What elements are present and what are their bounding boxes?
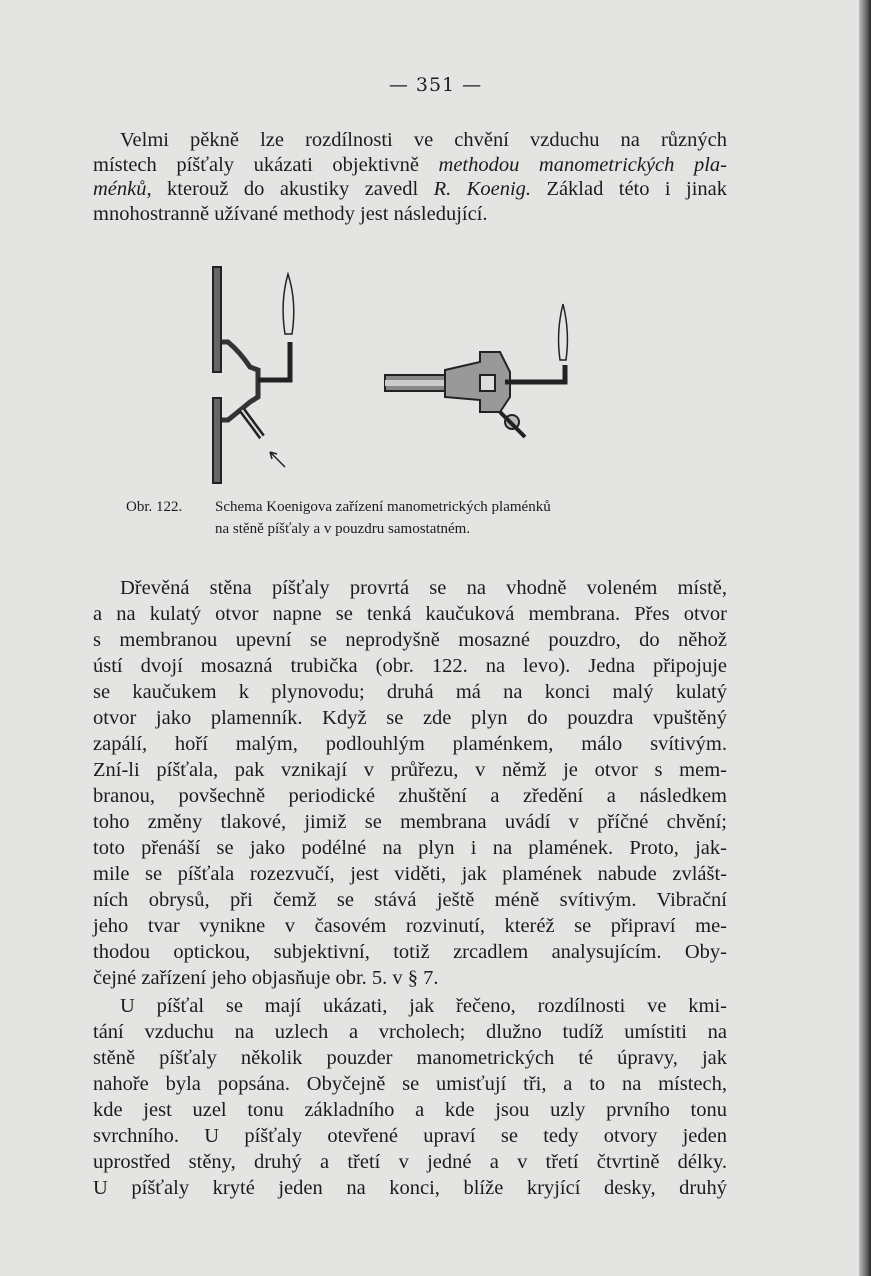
text-line bbox=[93, 706, 727, 730]
figure-caption-line: Schema Koenigova zařízení manometrických plaménků bbox=[215, 499, 551, 515]
text-segment: otvor jako plamenník. Když se zde plyn do pouzdra vpuštěný bbox=[93, 707, 727, 729]
text-segment: kde jest uzel tonu základního a kde jsou uzly prvního tonu bbox=[93, 1099, 727, 1121]
separate-capsule bbox=[385, 352, 565, 437]
text-segment: se kaučukem k plynovodu; druhá má na konci malý kulatý bbox=[93, 681, 727, 703]
page-number: — 351 — bbox=[388, 74, 483, 96]
text-line bbox=[93, 177, 727, 201]
text-segment: U píšťal se mají ukázati, jak řečeno, rozdílnosti ve kmi- bbox=[120, 995, 727, 1017]
text-segment: jeho tvar vynikne v časovém rozvinutí, kteréž se připraví me- bbox=[93, 915, 727, 937]
text-line bbox=[93, 602, 727, 626]
text-segment: svrchního. U píšťaly otevřené upraví se tedy otvory jeden bbox=[93, 1125, 727, 1147]
text-line bbox=[93, 153, 727, 177]
text-segment: a na kulatý otvor napne se tenká kaučuková membrana. Přes otvor bbox=[93, 603, 727, 625]
text-segment: s membranou upevní se neprodyšně mosazné pouzdro, do něhož bbox=[93, 629, 727, 651]
text-segment: toto přenáší se jako podélné na plyn i na plamének. Proto, jak- bbox=[93, 837, 727, 859]
figure-koenig-manometric-flames bbox=[200, 262, 600, 487]
italic-text: R. Koenig. bbox=[433, 178, 532, 201]
text-line bbox=[120, 128, 727, 152]
figure-caption-line: na stěně píšťaly a v pouzdru samostatném. bbox=[215, 521, 471, 537]
text-line bbox=[120, 994, 727, 1018]
text-segment: místech píšťaly ukázati objektivně bbox=[93, 153, 439, 176]
flame-left bbox=[283, 274, 294, 334]
italic-text: methodou manometrických pla- bbox=[438, 153, 728, 176]
flame-right bbox=[559, 304, 568, 360]
text-line bbox=[93, 1020, 727, 1044]
text-line bbox=[93, 888, 727, 912]
text-segment: kterouž do akustiky zavedl bbox=[151, 178, 434, 201]
text-segment: toho změny tlakové, jimiž se membrana uvádí v příčné chvění; bbox=[93, 811, 727, 833]
text-line bbox=[93, 654, 727, 678]
text-line bbox=[120, 576, 727, 600]
text-segment: tání vzduchu na uzlech a vrcholech; dlužno tudíž umístiti na bbox=[93, 1021, 727, 1043]
italic-text: ménků, bbox=[93, 178, 152, 201]
text-segment: Dřevěná stěna píšťaly provrtá se na vhodně voleném místě, bbox=[120, 577, 727, 599]
figure-label: Obr. 122. bbox=[126, 499, 183, 515]
text-line bbox=[93, 758, 727, 782]
text-segment: zapálí, hoří malým, podlouhlým plaménkem, málo svítivým. bbox=[93, 733, 727, 755]
text-segment: ních obrysů, při čemž se stává ještě méně svítivým. Vibrační bbox=[93, 889, 727, 911]
text-segment: thodou optickou, subjektivní, totiž zrcadlem analysujícím. Oby- bbox=[93, 941, 727, 963]
text-segment: branou, povšechně periodické zhuštění a zředění a následkem bbox=[93, 785, 727, 807]
text-line bbox=[93, 1150, 727, 1174]
text-line bbox=[93, 862, 727, 886]
text-segment: U píšťaly kryté jeden na konci, blíže kryjící desky, druhý bbox=[93, 1177, 727, 1199]
text-line bbox=[93, 836, 727, 860]
text-segment: Zní-li píšťala, pak vznikají v průřezu, v němž je otvor s mem- bbox=[93, 759, 727, 781]
text-line bbox=[93, 810, 727, 834]
text-line bbox=[93, 1072, 727, 1096]
text-line bbox=[93, 680, 727, 704]
text-line bbox=[93, 784, 727, 808]
text-line bbox=[93, 1124, 727, 1148]
text-segment: mile se píšťala rozezvučí, jest viděti, jak plamének nabude zvlášt- bbox=[93, 863, 727, 885]
text-line bbox=[93, 732, 727, 756]
text-segment: ústí dvojí mosazná trubička (obr. 122. na levo). Jedna připojuje bbox=[93, 655, 727, 677]
text-line bbox=[93, 940, 727, 964]
text-line bbox=[93, 914, 727, 938]
page-edge-shadow bbox=[859, 0, 871, 1276]
text-line bbox=[93, 1098, 727, 1122]
text-segment: stěně píšťaly několik pouzder manometrických té úpravy, jak bbox=[93, 1047, 727, 1069]
text-segment: čejné zařízení jeho objasňuje obr. 5. v § 7. bbox=[93, 967, 439, 989]
text-line bbox=[93, 1046, 727, 1070]
text-segment: nahoře byla popsána. Obyčejně se umisťují tři, a to na místech, bbox=[93, 1073, 727, 1095]
text-segment: uprostřed stěny, druhý a třetí v jedné a v třetí čtvrtině délky. bbox=[93, 1151, 727, 1173]
text-segment: Základ této i jinak bbox=[531, 178, 728, 201]
text-segment: mnohostranně užívané methody jest následující. bbox=[93, 202, 488, 225]
text-segment: Velmi pěkně lze rozdílnosti ve chvění vzduchu na různých bbox=[120, 129, 727, 151]
pipe-wall-with-capsule bbox=[213, 267, 290, 483]
text-line bbox=[93, 1176, 727, 1200]
text-line bbox=[93, 628, 727, 652]
text-line bbox=[93, 966, 727, 990]
text-line bbox=[93, 202, 727, 226]
